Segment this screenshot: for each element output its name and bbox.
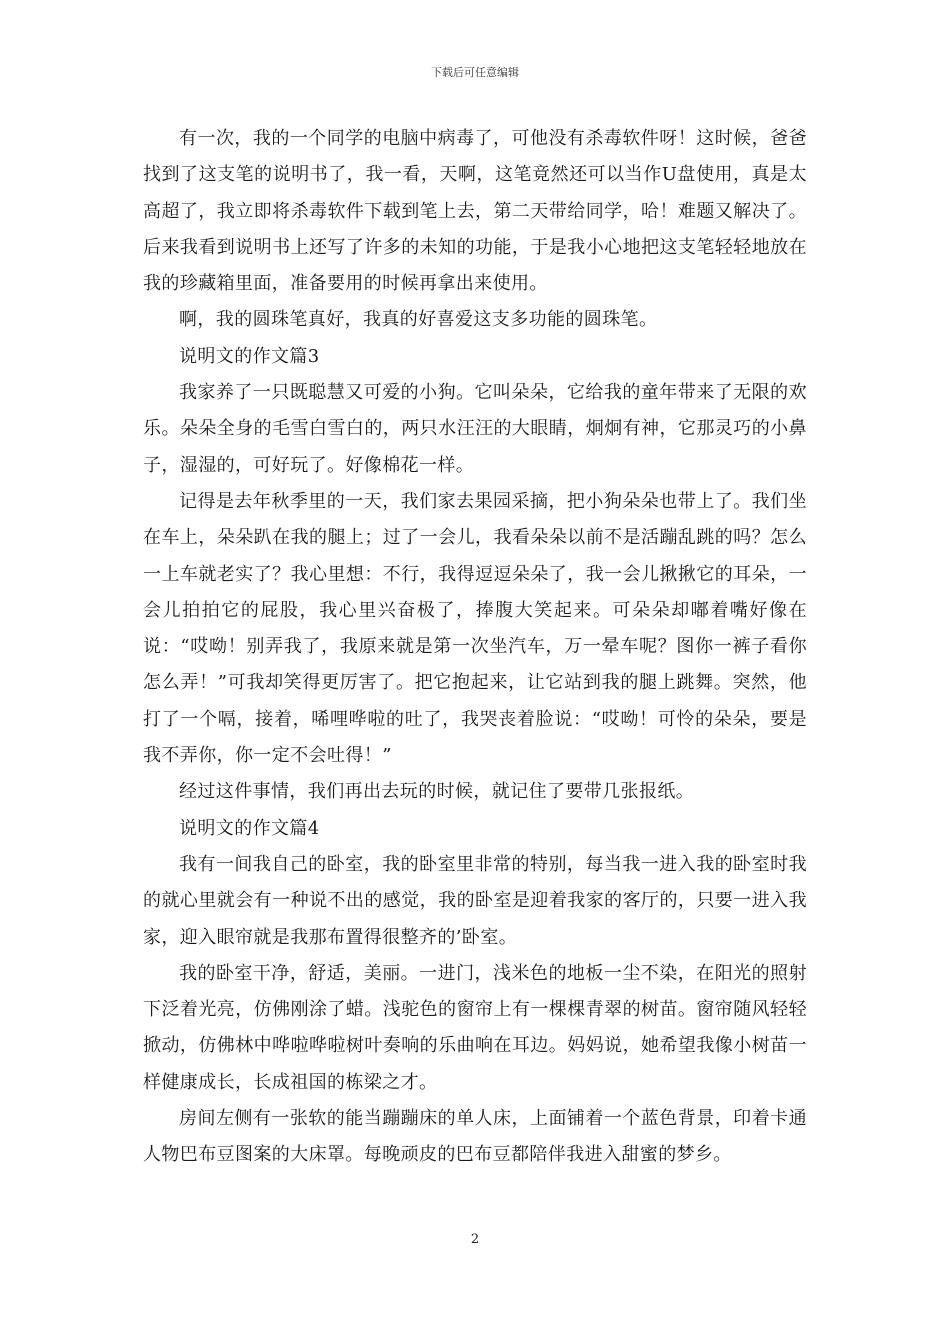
paragraph: 啊，我的圆珠笔真好，我真的好喜爱这支多功能的圆珠笔。 [179, 309, 658, 331]
paragraph: 房间左侧有一张软的能当蹦蹦床的单人床，上面铺着一个蓝色背景，印着卡通人物巴布豆图案的大床罩。每晚顽皮的巴布豆都陪伴我进入甜蜜的梦乡。 [143, 1108, 807, 1166]
paragraph: 我家养了一只既聪慧又可爱的小狗。它叫朵朵，它给我的童年带来了无限的欢乐。朵朵全身的毛雪白雪白的，两只水汪汪的大眼睛，炯炯有神，它那灵巧的小鼻子，湿湿的，可好玩了。好像棉花一样。 [143, 382, 807, 476]
paragraph: 我的卧室干净，舒适，美丽。一进门，浅米色的地板一尘不染，在阳光的照射下泛着光亮，仿佛刚涂了蜡。浅驼色的窗帘上有一棵棵青翠的树苗。窗帘随风轻轻掀动，仿佛林中哗啦哗啦树叶奏响的乐曲响在耳边。妈妈说，她希望我像小树苗一样健康成长，长成祖国的栋梁之才。 [143, 962, 807, 1093]
page-header: 下载后可任意编辑 [431, 66, 519, 79]
document-body [143, 121, 807, 1174]
paragraph: 记得是去年秋季里的一天，我们家去果园采摘，把小狗朵朵也带上了。我们坐在车上，朵朵趴在我的腿上；过了一会儿，我看朵朵以前不是活蹦乱跳的吗？怎么一上车就老实了？我心里想：不行，我得逗逗朵朵了，我一会儿揪揪它的耳朵，一会儿拍拍它的屁股，我心里兴奋极了，捧腹大笑起来。可朵朵却嘟着嘴好像在说：“哎呦！别弄我了，我原来就是第一次坐汽车，万一晕车呢？图你一裤子看你怎么弄！”可我却笑得更厉害了。把它抱起来，让它站到我的腿上跳舞。突然，他打了一个嗝，接着，唏哩哗啦的吐了，我哭丧着脸说：“哎呦！可怜的朵朵，要是我不弄你，你一定不会吐得！” [143, 490, 807, 767]
paragraph: 有一次，我的一个同学的电脑中病毒了，可他没有杀毒软件呀！这时候，爸爸找到了这支笔的说明书了，我一看，天啊，这笔竟然还可以当作U盘使用，真是太高超了，我立即将杀毒软件下载到笔上去，第二天带给同学，哈！难题又解决了。后来我看到说明书上还写了许多的未知的功能，于是我小心地把这支笔轻轻地放在我的珍藏箱里面，准备要用的时候再拿出来使用。 [143, 128, 807, 295]
page-number: 2 [470, 1232, 480, 1247]
paragraph: 我有一间我自己的卧室，我的卧室里非常的特别，每当我一进入我的卧室时我的就心里就会有一种说不出的感觉，我的卧室是迎着我家的客厅的，只要一进入我家，迎入眼帘就是我那布置得很整齐的’卧室。 [143, 853, 807, 948]
section-heading: 说明文的作文篇4 [179, 817, 320, 839]
paragraph: 经过这件事情，我们再出去玩的时候，就记住了要带几张报纸。 [179, 781, 695, 803]
section-heading: 说明文的作文篇3 [179, 345, 320, 367]
